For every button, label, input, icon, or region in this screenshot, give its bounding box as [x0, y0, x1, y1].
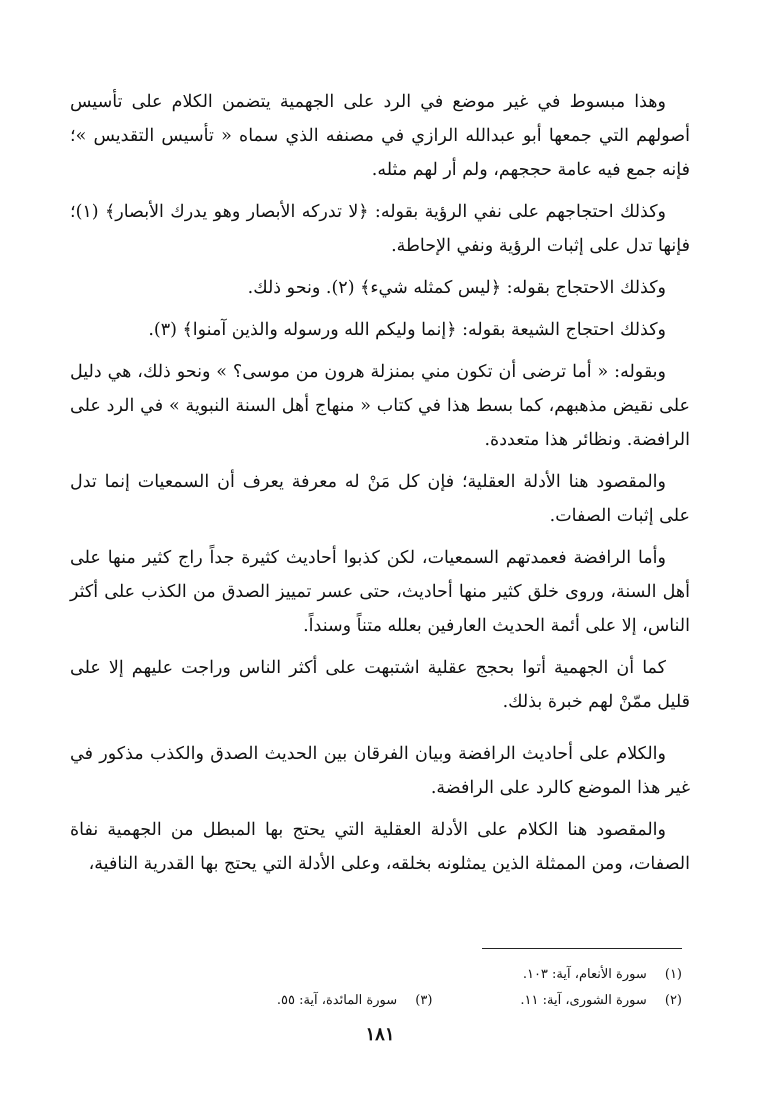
footnote-2-text: سورة الشورى، آية: ١١. — [520, 993, 647, 1008]
footnote-1 — [523, 962, 682, 988]
footnote-row-2 — [162, 988, 682, 1014]
footnote-2-number: (٢) — [664, 993, 682, 1008]
footnote-3-text: سورة المائدة، آية: ٥٥. — [276, 993, 398, 1008]
footnote-3-number: (٣) — [415, 993, 433, 1008]
paragraph-2: وكذلك احتجاجهم على نفي الرؤية بقوله: ﴿لا تدركه الأبصار وهو يدرك الأبصار﴾ (١)؛ فإنها تدل على إثبات الرؤية ونفي الإحاطة. — [70, 202, 690, 256]
paragraph-3: وكذلك الاحتجاج بقوله: ﴿ليس كمثله شيء﴾ (٢). ونحو ذلك. — [247, 278, 666, 298]
footnote-1-number: (١) — [664, 967, 682, 982]
main-text — [70, 85, 690, 889]
paragraph-6: والمقصود هنا الأدلة العقلية؛ فإن كل مَنْ له معرفة يعرف أن السمعيات إنما تدل على إثبات الصفات. — [70, 472, 690, 526]
paragraph-1: وهذا مبسوط في غير موضع في الرد على الجهمية يتضمن الكلام على تأسيس أصولهم التي جمعها أبو عبدالله الرازي في مصنفه الذي سماه « تأسيس التقديس »؛ فإنه جمع فيه عامة حججهم، ولم أر لهم مثله. — [70, 92, 690, 180]
paragraph-9: والكلام على أحاديث الرافضة وبيان الفرقان بين الحديث الصدق والكذب مذكور في غير هذا الموضع كالرد على الرافضة. — [70, 744, 690, 798]
paragraph-10: والمقصود هنا الكلام على الأدلة العقلية التي يحتج بها المبطل من الجهمية نفاة الصفات، ومن الممثلة الذين يمثلونه بخلقه، وعلى الأدلة التي يحتج بها القدرية النافية، — [70, 820, 690, 874]
footnote-row-1 — [162, 962, 682, 988]
paragraph-5: وبقوله: « أما ترضى أن تكون مني بمنزلة هرون من موسى؟ » ونحو ذلك، هي دليل على نقيض مذهبهم، كما بسط هذا في كتاب « منهاج أهل السنة النبوية » في الرد على الرافضة. ونظائر هذا متعددة. — [70, 362, 690, 450]
footnote-3 — [277, 988, 433, 1014]
paragraph-8: كما أن الجهمية أتوا بحجج عقلية اشتبهت على أكثر الناس وراجت عليهم إلا على قليل ممّنْ لهم خبرة بذلك. — [70, 658, 690, 712]
footnotes — [162, 962, 682, 1014]
paragraph-7: وأما الرافضة فعمدتهم السمعيات، لكن كذبوا أحاديث كثيرة جداً راج كثير منها على أهل السنة، وروى خلق كثير منها أحاديث، حتى عسر تمييز الصدق من الكذب على أكثر الناس، إلا على أئمة الحديث العارفين بعلله متناً وسنداً. — [70, 548, 690, 636]
footnote-separator — [482, 948, 682, 949]
footnote-2 — [520, 988, 682, 1014]
page-number: ١٨١ — [365, 1024, 395, 1045]
footnote-1-text: سورة الأنعام، آية: ١٠٣. — [522, 967, 647, 982]
paragraph-4: وكذلك احتجاج الشيعة بقوله: ﴿إنما وليكم الله ورسوله والذين آمنوا﴾ (٣). — [148, 320, 666, 340]
